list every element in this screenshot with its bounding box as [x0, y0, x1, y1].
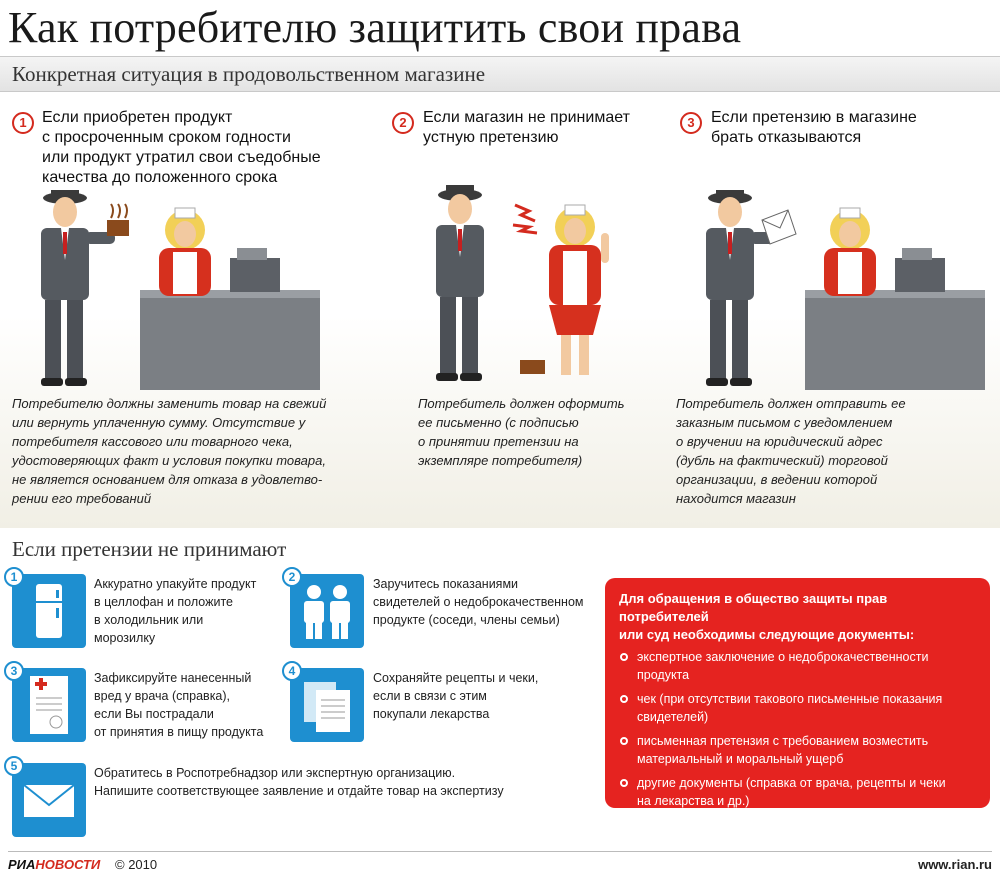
- section-subtitle: Конкретная ситуация в продовольственном магазине: [12, 62, 486, 86]
- ria-novosti-logo[interactable]: [8, 857, 100, 872]
- case-heading-1: Если приобретен продукт с просроченным сроком годности или продукт утратил свои съедобные качества до положенного срока: [42, 109, 321, 186]
- saleswoman-figure: [824, 208, 876, 296]
- medical-certificate-icon: [12, 668, 86, 742]
- document-item-label: экспертное заключение о недоброкачественности продукта: [637, 650, 929, 682]
- documents-list: [619, 648, 979, 816]
- step-number-1: 1: [4, 567, 24, 587]
- logo-part1: РИА: [8, 857, 36, 872]
- step-text-1: Аккуратно упакуйте продукт в целлофан и положите в холодильник или морозилку: [94, 577, 257, 645]
- site-link[interactable]: www.rian.ru: [918, 857, 992, 872]
- case-text-1: Потребителю должны заменить товар на свежий или вернуть уплаченную сумму. Отсутствие у потребителя кассового или товарного чека, удостоверяющих факт и условия покупки товара, не является основанием для отказа в удовлетво- рении его требований: [12, 396, 327, 506]
- witnesses-icon: [290, 574, 364, 648]
- refrigerator-icon: [12, 574, 86, 648]
- customer-figure: [436, 185, 484, 381]
- case-number-3: 3: [680, 112, 702, 134]
- copyright: © 2010: [115, 857, 158, 872]
- document-item-label: другие документы (справка от врача, рецепты и чеки на лекарства и др.): [637, 776, 946, 808]
- footer-divider: [8, 851, 992, 852]
- case1-illustration: [25, 190, 325, 390]
- step-number-3: 3: [4, 661, 24, 681]
- page-title: Как потребителю защитить свои права: [8, 3, 742, 52]
- bullet-icon: [620, 779, 628, 787]
- step-number-5: 5: [4, 756, 24, 776]
- case-heading-3: Если претензию в магазине брать отказываются: [711, 109, 917, 146]
- receipts-icon: [290, 668, 364, 742]
- step-number-4: 4: [282, 661, 302, 681]
- step1-tile: [12, 574, 86, 648]
- case-text-2: Потребитель должен оформить ее письменно (с подписью о принятии претензии на экземпляре потребителя): [418, 396, 625, 468]
- documents-list-item: [619, 690, 979, 726]
- step3-tile: [12, 668, 86, 742]
- documents-list-item: [619, 648, 979, 684]
- document-item-label: письменная претензия с требованием возместить материальный и моральный ущерб: [637, 734, 929, 766]
- step-text-4: Сохраняйте рецепты и чеки, если в связи с этим покупали лекарства: [373, 671, 539, 721]
- anger-lines: [513, 205, 537, 233]
- document-item-label: чек (при отсутствии такового письменные показания свидетелей): [637, 692, 943, 724]
- case-text-3: Потребитель должен отправить ее заказным письмом с уведомлением о вручении на юридический адрес (дубль на фактический) торговой организации, в ведении которой находится магазин: [676, 396, 906, 506]
- section2-title: Если претензии не принимают: [12, 537, 287, 561]
- case3-illustration: [690, 190, 990, 390]
- documents-list-item: [619, 774, 979, 810]
- step4-tile: [290, 668, 364, 742]
- logo-part2: НОВОСТИ: [35, 857, 101, 872]
- bullet-icon: [620, 653, 628, 661]
- customer-figure: [41, 190, 129, 386]
- step-number-2: 2: [282, 567, 302, 587]
- step2-tile: [290, 574, 364, 648]
- bullet-icon: [620, 737, 628, 745]
- envelope-icon: [12, 763, 86, 837]
- step-text-2: Заручитесь показаниями свидетелей о недоброкачественном продукте (соседи, члены семьи): [373, 577, 584, 627]
- saleswoman-figure: [549, 205, 609, 375]
- step-text-3: Зафиксируйте нанесенный вред у врача (справка), если Вы пострадали от принятия в пищу продукта: [94, 671, 264, 739]
- case2-illustration: [425, 185, 625, 385]
- documents-box: [605, 578, 990, 808]
- case-number-2: 2: [392, 112, 414, 134]
- case-number-1: 1: [12, 112, 34, 134]
- bullet-icon: [620, 695, 628, 703]
- step5-tile: [12, 763, 86, 837]
- saleswoman-figure: [159, 208, 211, 296]
- documents-heading: Для обращения в общество защиты прав потребителей или суд необходимы следующие документы:: [619, 591, 915, 642]
- step-text-5: Обратитесь в Роспотребнадзор или экспертную организацию. Напишите соответствующее заявление и отдайте товар на экспертизу: [94, 766, 504, 798]
- case-heading-2: Если магазин не принимает устную претензию: [423, 109, 630, 146]
- documents-list-item: [619, 732, 979, 768]
